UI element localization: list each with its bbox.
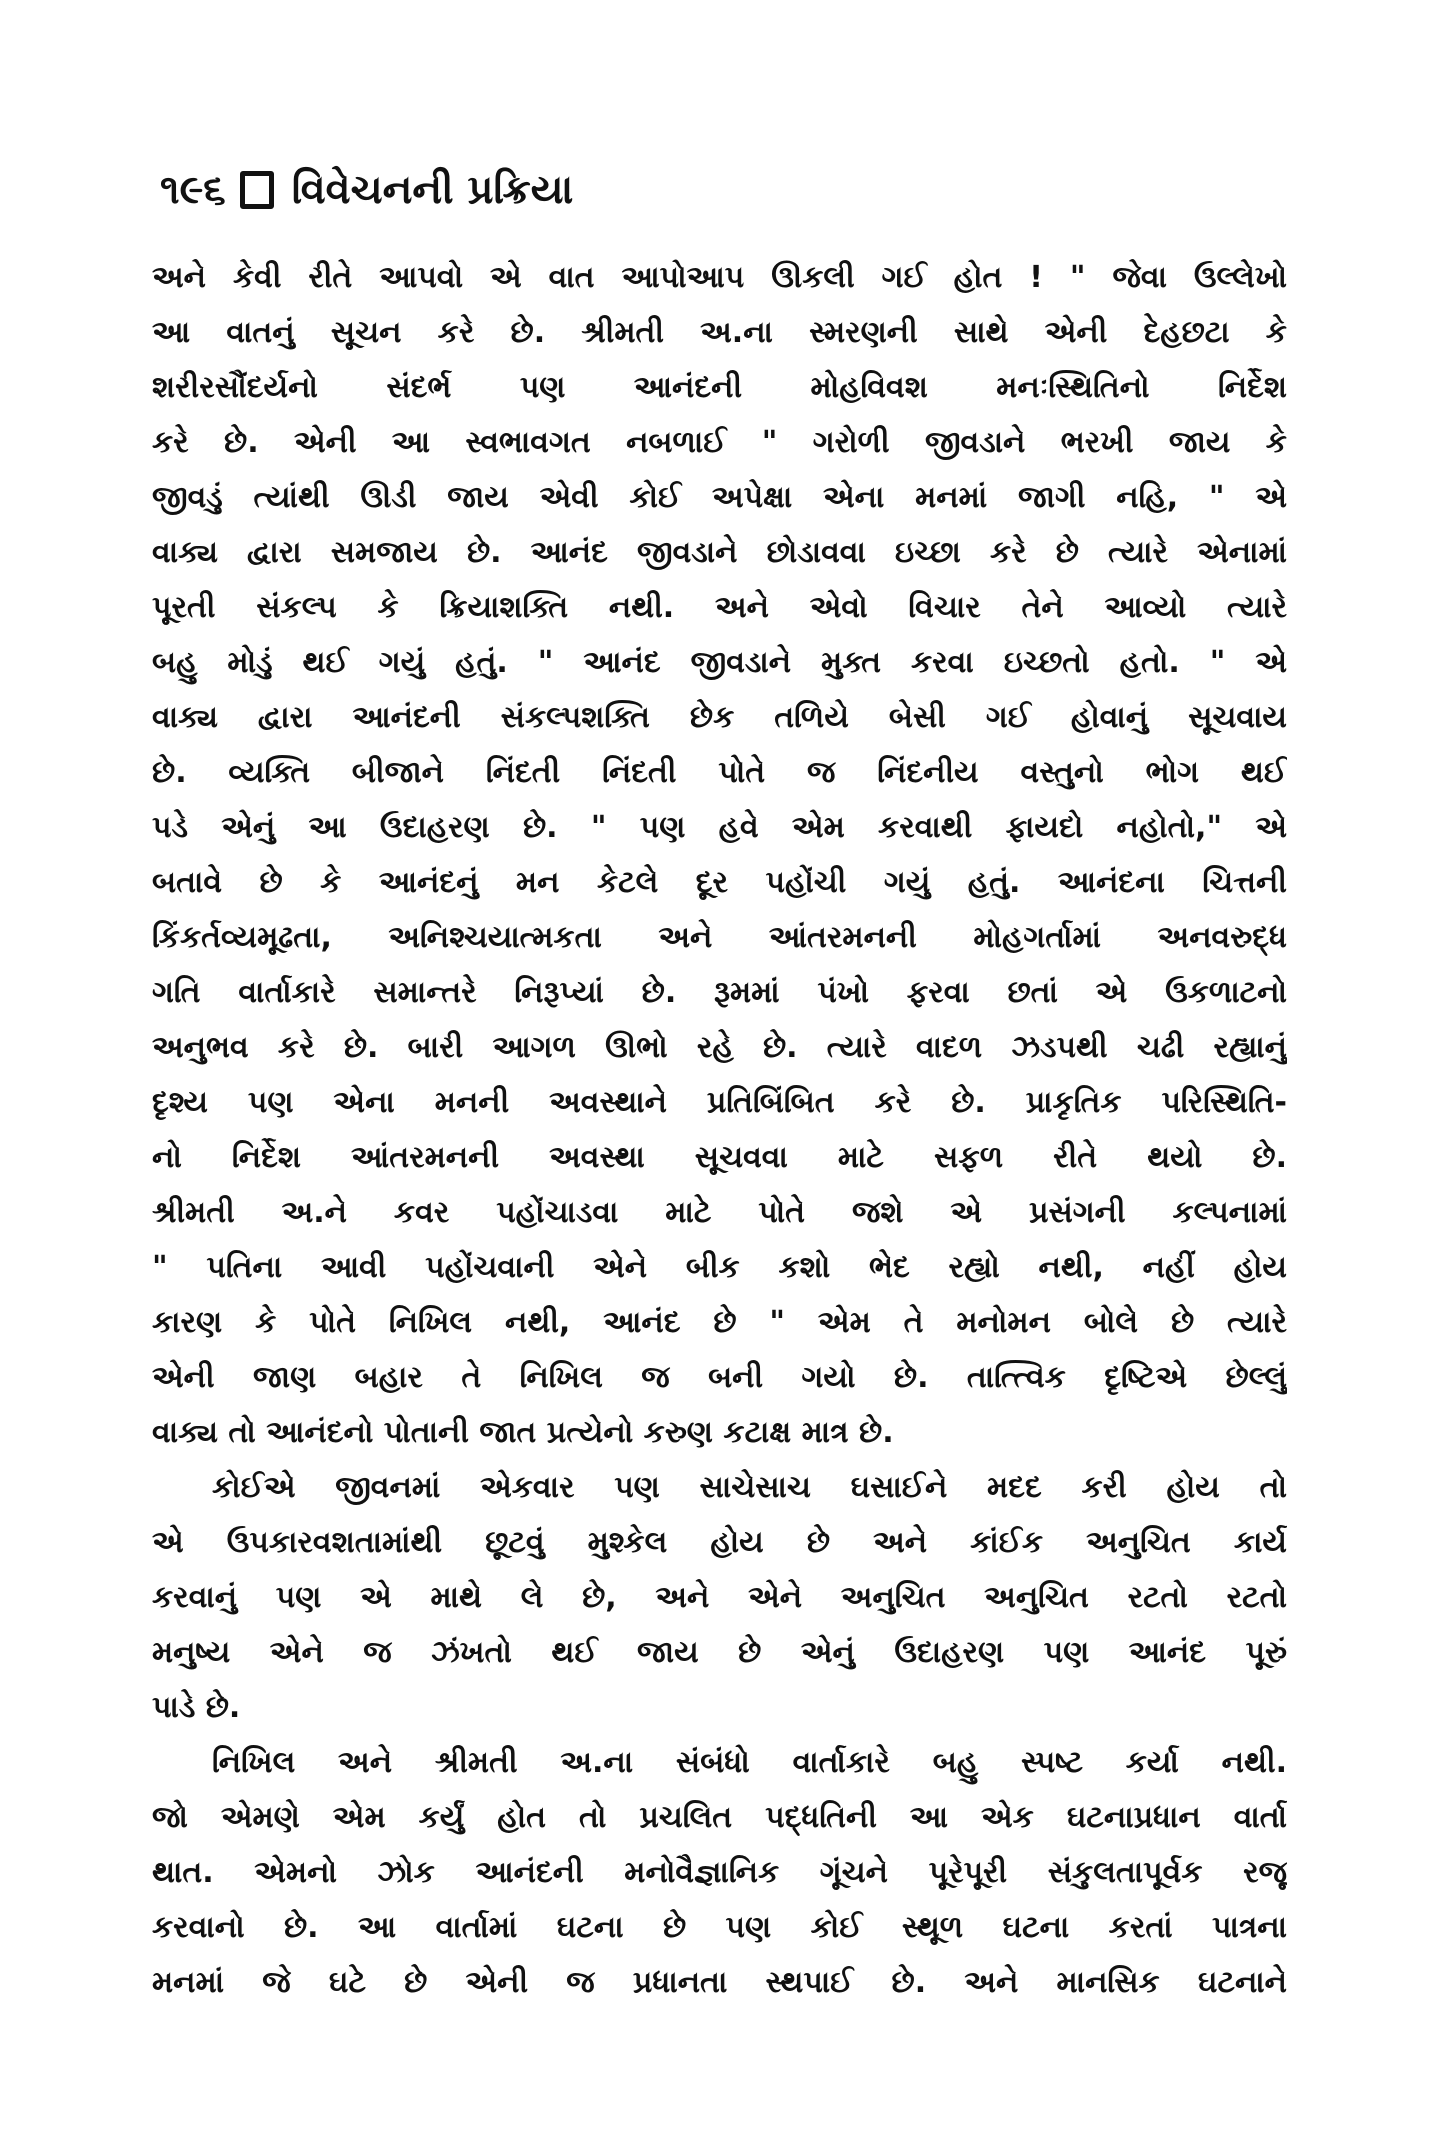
text-line: પાડે છે. <box>152 1690 241 1725</box>
paragraph <box>152 1735 1287 2010</box>
paragraph <box>152 250 1287 1460</box>
text-line: જો એમણે એમ કર્યું હોત તો પ્રચલિત પદ્ધતિની આ એક ઘટનાપ્રધાન વાર્તા <box>152 1800 1287 1835</box>
text-line: નો નિર્દેશ આંતરમનની અવસ્થા સૂચવવા માટે સફળ રીતે થયો છે. <box>152 1140 1287 1175</box>
page-number: ૧૯૬ <box>160 167 226 213</box>
text-line: થાત. એમનો ઝોક આનંદની મનોવૈજ્ઞાનિક ગૂંચને પૂરેપૂરી સંકુલતાપૂર્વક રજૂ <box>152 1855 1287 1890</box>
header-box-ornament <box>240 171 274 209</box>
page-header <box>160 160 573 220</box>
text-line: કોઈએ જીવનમાં એકવાર પણ સાચેસાચ ઘસાઈને મદદ કરી હોય તો <box>212 1470 1287 1505</box>
text-line: વાક્ય દ્વારા આનંદની સંકલ્પશક્તિ છેક તળિયે બેસી ગઈ હોવાનું સૂચવાય <box>152 700 1287 735</box>
text-line: મનુષ્ય એને જ ઝંખતો થઈ જાય છે એનું ઉદાહરણ પણ આનંદ પૂરું <box>152 1635 1287 1670</box>
text-line: " પતિના આવી પહોંચવાની એને બીક કશો ભેદ રહ્યો નથી, નહીં હોય <box>152 1250 1287 1285</box>
text-line: કરે છે. એની આ સ્વભાવગત નબળાઈ " ગરોળી જીવડાને ભરખી જાય કે <box>152 425 1287 460</box>
text-line: પૂરતી સંકલ્પ કે ક્રિયાશક્તિ નથી. અને એવો વિચાર તેને આવ્યો ત્યારે <box>152 590 1287 625</box>
text-line: નિખિલ અને શ્રીમતી અ.ના સંબંધો વાર્તાકારે બહુ સ્પષ્ટ કર્યા નથી. <box>212 1745 1287 1780</box>
paragraph <box>152 1460 1287 1735</box>
text-line: કરવાનો છે. આ વાર્તામાં ઘટના છે પણ કોઈ સ્થૂળ ઘટના કરતાં પાત્રના <box>152 1910 1287 1945</box>
text-line: જીવડું ત્યાંથી ઊડી જાય એવી કોઈ અપેક્ષા એના મનમાં જાગી નહિ, " એ <box>152 480 1287 515</box>
body-text <box>152 250 1287 2010</box>
text-line: કરવાનું પણ એ માથે લે છે, અને એને અનુચિત અનુચિત રટતો રટતો <box>152 1580 1287 1615</box>
text-line: છે. વ્યક્તિ બીજાને નિંદતી નિંદતી પોતે જ નિંદનીય વસ્તુનો ભોગ થઈ <box>152 755 1287 790</box>
text-line: ગતિ વાર્તાકારે સમાન્તરે નિરૂપ્યાં છે. રૂમમાં પંખો ફરવા છતાં એ ઉકળાટનો <box>152 975 1287 1010</box>
text-line: દૃશ્ય પણ એના મનની અવસ્થાને પ્રતિબિંબિત કરે છે. પ્રાકૃતિક પરિસ્થિતિ- <box>152 1085 1287 1120</box>
text-line: બતાવે છે કે આનંદનું મન કેટલે દૂર પહોંચી ગયું હતું. આનંદના ચિત્તની <box>152 865 1287 900</box>
text-line: શ્રીમતી અ.ને કવર પહોંચાડવા માટે પોતે જશે એ પ્રસંગની કલ્પનામાં <box>152 1195 1287 1230</box>
running-title: વિવેચનની પ્રક્રિયા <box>291 167 574 213</box>
text-line: કારણ કે પોતે નિખિલ નથી, આનંદ છે " એમ તે મનોમન બોલે છે ત્યારે <box>152 1305 1287 1340</box>
text-line: શરીરસૌંદર્યનો સંદર્ભ પણ આનંદની મોહવિવશ મનઃસ્થિતિનો નિર્દેશ <box>152 370 1287 405</box>
text-line: આ વાતનું સૂચન કરે છે. શ્રીમતી અ.ના સ્મરણની સાથે એની દેહછટા કે <box>152 315 1287 350</box>
text-line: અનુભવ કરે છે. બારી આગળ ઊભો રહે છે. ત્યારે વાદળ ઝડપથી ચઢી રહ્યાનું <box>152 1030 1287 1065</box>
text-line: એની જાણ બહાર તે નિખિલ જ બની ગયો છે. તાત્ત્વિક દૃષ્ટિએ છેલ્લું <box>152 1360 1287 1395</box>
text-line: પડે એનું આ ઉદાહરણ છે. " પણ હવે એમ કરવાથી ફાયદો નહોતો," એ <box>152 810 1287 845</box>
text-line: અને કેવી રીતે આપવો એ વાત આપોઆપ ઊકલી ગઈ હોત ! " જેવા ઉલ્લેખો <box>152 260 1287 295</box>
text-line: બહુ મોડું થઈ ગયું હતું. " આનંદ જીવડાને મુક્ત કરવા ઇચ્છતો હતો. " એ <box>152 645 1287 680</box>
text-line: કિંકર્તવ્યમૂઢતા, અનિશ્ચયાત્મકતા અને આંતરમનની મોહગર્તામાં અનવરુદ્ધ <box>152 920 1287 955</box>
text-line: મનમાં જે ઘટે છે એની જ પ્રધાનતા સ્થપાઈ છે. અને માનસિક ઘટનાને <box>152 1965 1287 2000</box>
text-line: વાક્ય તો આનંદનો પોતાની જાત પ્રત્યેનો કરુણ કટાક્ષ માત્ર છે. <box>152 1415 894 1450</box>
text-line: વાક્ય દ્વારા સમજાય છે. આનંદ જીવડાને છોડાવવા ઇચ્છા કરે છે ત્યારે એનામાં <box>152 535 1287 570</box>
text-line: એ ઉપકારવશતામાંથી છૂટવું મુશ્કેલ હોય છે અને કાંઈક અનુચિત કાર્ય <box>152 1525 1287 1560</box>
